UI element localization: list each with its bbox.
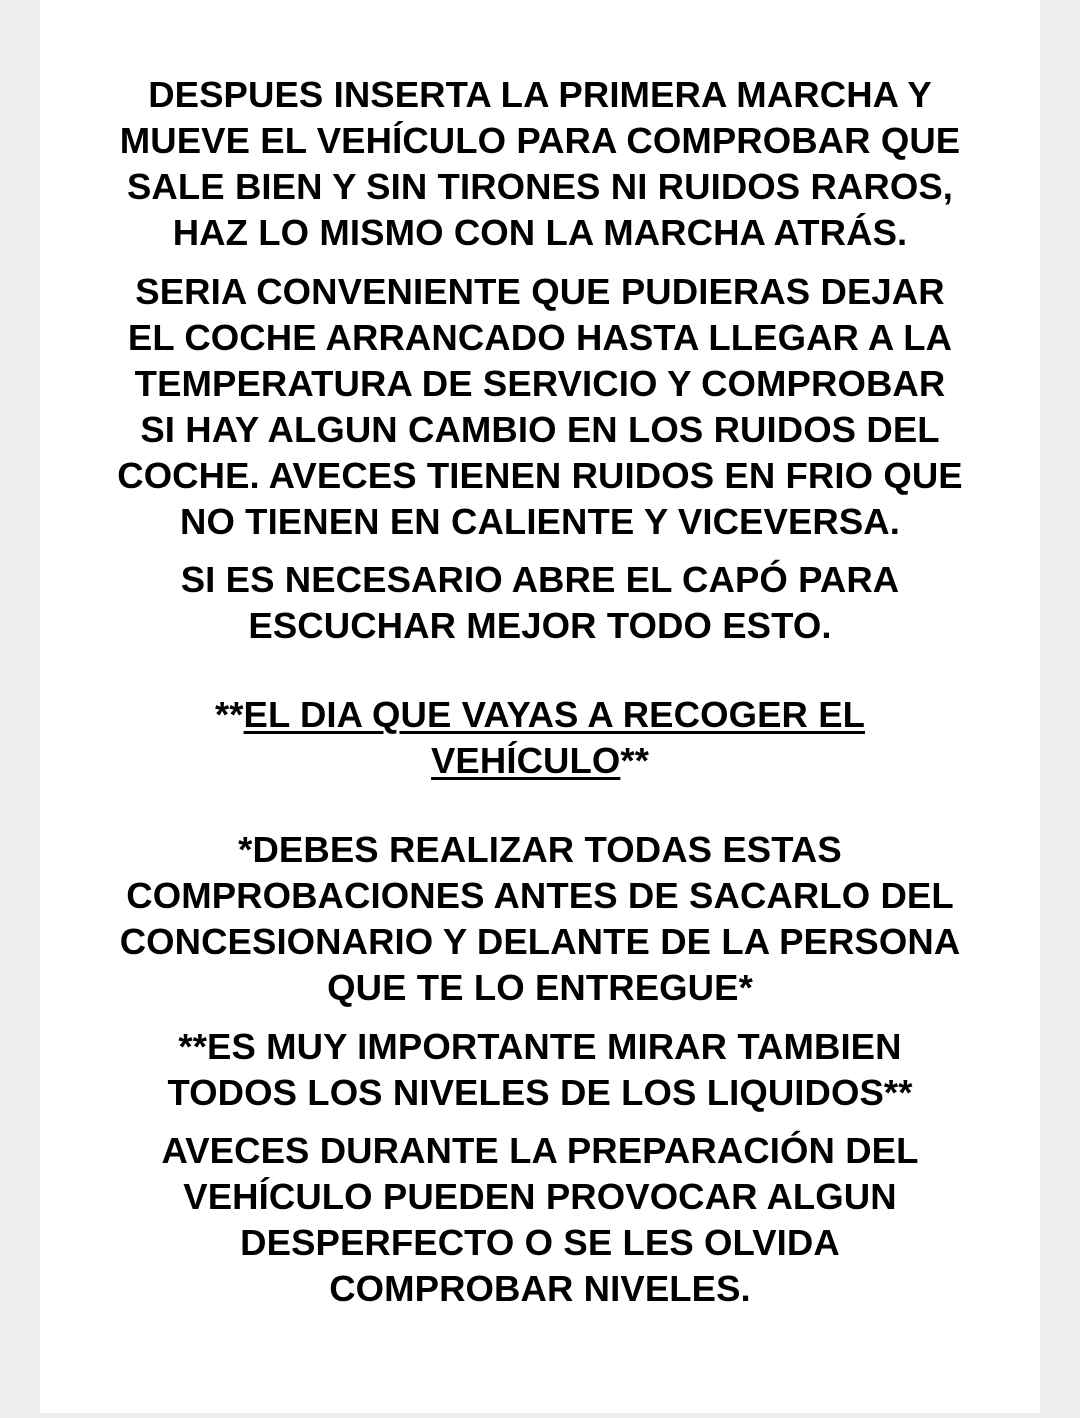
heading-prefix: ** xyxy=(214,694,244,735)
paragraph-checks-before-leaving xyxy=(40,827,1040,1011)
text-line: **ES MUY IMPORTANTE MIRAR TAMBIEN xyxy=(178,1026,902,1067)
text-line: EL COCHE ARRANCADO HASTA LLEGAR A LA xyxy=(127,317,953,358)
paragraph-preparation-defects xyxy=(40,1128,1040,1312)
text-line: AVECES DURANTE LA PREPARACIÓN DEL xyxy=(161,1130,919,1171)
text-line: DESPERFECTO O SE LES OLVIDA xyxy=(240,1222,840,1263)
text-line: *DEBES REALIZAR TODAS ESTAS xyxy=(238,829,842,870)
text-line: NO TIENEN EN CALIENTE Y VICEVERSA. xyxy=(179,501,900,542)
paragraph-open-hood xyxy=(40,557,1040,649)
text-line: TODOS LOS NIVELES DE LOS LIQUIDOS** xyxy=(167,1072,913,1113)
text-line: COCHE. AVECES TIENEN RUIDOS EN FRIO QUE xyxy=(117,455,963,496)
heading-line xyxy=(40,738,1040,784)
text-line: SI ES NECESARIO ABRE EL CAPÓ PARA xyxy=(180,559,900,600)
text-line: QUE TE LO ENTREGUE* xyxy=(327,967,753,1008)
text-line: MUEVE EL VEHÍCULO PARA COMPROBAR QUE xyxy=(119,120,961,161)
text-line: HAZ LO MISMO CON LA MARCHA ATRÁS. xyxy=(172,212,908,253)
heading-underlined-text: VEHÍCULO xyxy=(430,740,621,781)
text-line: SI HAY ALGUN CAMBIO EN LOS RUIDOS DEL xyxy=(140,409,940,450)
paragraph-warm-up-check xyxy=(40,269,1040,545)
text-line: COMPROBACIONES ANTES DE SACARLO DEL xyxy=(126,875,954,916)
text-line: CONCESIONARIO Y DELANTE DE LA PERSONA xyxy=(119,921,961,962)
text-line: COMPROBAR NIVELES. xyxy=(329,1268,751,1309)
paragraph-fluid-levels xyxy=(40,1024,1040,1116)
text-line: SALE BIEN Y SIN TIRONES NI RUIDOS RAROS, xyxy=(126,166,954,207)
text-line: SERIA CONVENIENTE QUE PUDIERAS DEJAR xyxy=(135,271,945,312)
heading-underlined-text: EL DIA QUE VAYAS A RECOGER EL xyxy=(243,694,866,735)
heading-suffix: ** xyxy=(620,740,649,781)
text-line: ESCUCHAR MEJOR TODO ESTO. xyxy=(248,605,832,646)
text-line: TEMPERATURA DE SERVICIO Y COMPROBAR xyxy=(134,363,946,404)
text-line: VEHÍCULO PUEDEN PROVOCAR ALGUN xyxy=(183,1176,897,1217)
document-page xyxy=(40,0,1040,1413)
text-line: DESPUES INSERTA LA PRIMERA MARCHA Y xyxy=(148,74,932,115)
heading-line xyxy=(40,692,1040,738)
paragraph-first-gear-check xyxy=(40,72,1040,256)
section-heading xyxy=(40,692,1040,784)
